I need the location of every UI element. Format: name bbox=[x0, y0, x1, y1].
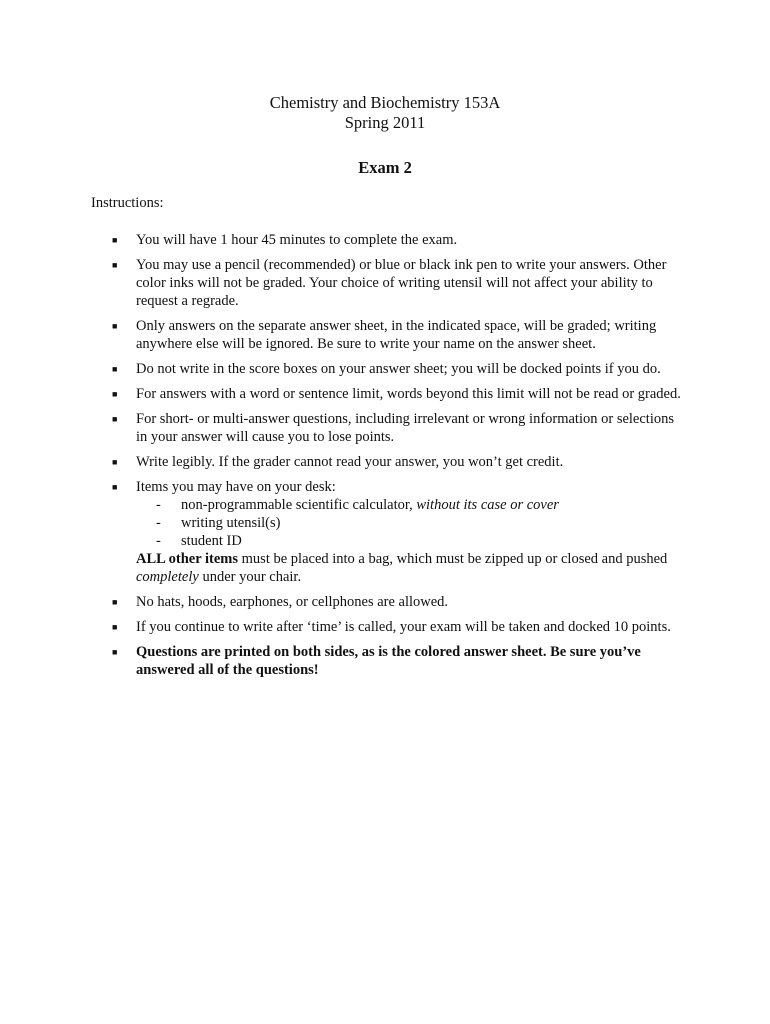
utensil-text: writing utensil(s) bbox=[181, 515, 281, 531]
bullet-icon: ■ bbox=[112, 414, 118, 424]
list-item bbox=[112, 231, 682, 249]
list-item bbox=[112, 618, 682, 636]
list-item bbox=[112, 317, 682, 353]
desk-items-sublist bbox=[136, 496, 682, 550]
calculator-note: without its case or cover bbox=[416, 497, 559, 513]
other-items-paragraph bbox=[136, 550, 682, 586]
bullet-icon: ■ bbox=[112, 321, 118, 331]
dash-marker: - bbox=[156, 497, 161, 513]
list-item bbox=[112, 453, 682, 471]
calculator-text: non-programmable scientific calculator, bbox=[181, 497, 417, 513]
instruction-text: Do not write in the score boxes on your answer sheet; you will be docked points if you do. bbox=[136, 361, 661, 377]
term-label: Spring 2011 bbox=[344, 113, 426, 132]
course-header bbox=[0, 93, 770, 133]
student-id-text: student ID bbox=[181, 533, 242, 549]
bullet-icon: ■ bbox=[112, 597, 118, 607]
dash-marker: - bbox=[156, 533, 161, 549]
sub-list-item bbox=[156, 532, 682, 550]
other-items-bold: ALL other items bbox=[136, 551, 239, 567]
list-item bbox=[112, 385, 682, 403]
other-items-italic: completely bbox=[136, 569, 199, 585]
other-items-text: must be placed into a bag, which must be zipped up or closed and pushed bbox=[238, 551, 668, 567]
instruction-text: For short- or multi-answer questions, including irrelevant or wrong information or selections in your answer will cause you to lose points. bbox=[136, 411, 675, 445]
list-item bbox=[112, 593, 682, 611]
instruction-text: Write legibly. If the grader cannot read your answer, you won’t get credit. bbox=[136, 454, 564, 470]
sub-list-item bbox=[156, 496, 682, 514]
final-list-item bbox=[112, 643, 682, 679]
bullet-icon: ■ bbox=[112, 260, 118, 270]
dash-marker: - bbox=[156, 515, 161, 531]
course-title: Chemistry and Biochemistry 153A bbox=[269, 93, 501, 112]
other-items-text-end: under your chair. bbox=[198, 569, 302, 585]
instruction-text: You will have 1 hour 45 minutes to complete the exam. bbox=[136, 232, 458, 248]
sub-list-item bbox=[156, 514, 682, 532]
list-item bbox=[112, 360, 682, 378]
instructions-label: Instructions: bbox=[91, 195, 164, 211]
bullet-icon: ■ bbox=[112, 389, 118, 399]
bullet-icon: ■ bbox=[112, 364, 118, 374]
list-item bbox=[112, 410, 682, 446]
list-item bbox=[112, 256, 682, 310]
final-instruction-text: Questions are printed on both sides, as is the colored answer sheet. Be sure you’ve answered all of the questions! bbox=[136, 644, 641, 678]
instruction-text: Only answers on the separate answer sheet, in the indicated space, will be graded; writing anywhere else will be ignored. Be sure to write your name on the answer sheet. bbox=[136, 318, 657, 352]
bullet-icon: ■ bbox=[112, 235, 118, 245]
bullet-icon: ■ bbox=[112, 622, 118, 632]
instruction-list bbox=[112, 231, 682, 686]
desk-items-intro: Items you may have on your desk: bbox=[136, 479, 336, 495]
bullet-icon: ■ bbox=[112, 647, 118, 657]
bullet-icon: ■ bbox=[112, 457, 118, 467]
instruction-text: For answers with a word or sentence limit, words beyond this limit will not be read or graded. bbox=[136, 386, 681, 402]
instruction-text: No hats, hoods, earphones, or cellphones are allowed. bbox=[136, 594, 449, 610]
bullet-icon: ■ bbox=[112, 482, 118, 492]
instruction-text: You may use a pencil (recommended) or blue or black ink pen to write your answers. Other color inks will not be graded. Your choice of writing utensil will not affect your ability to request a regrade. bbox=[136, 257, 667, 309]
desk-items-list-item bbox=[112, 478, 682, 586]
exam-title: Exam 2 bbox=[358, 158, 412, 177]
instruction-text: If you continue to write after ‘time’ is called, your exam will be taken and docked 10 points. bbox=[136, 619, 671, 635]
